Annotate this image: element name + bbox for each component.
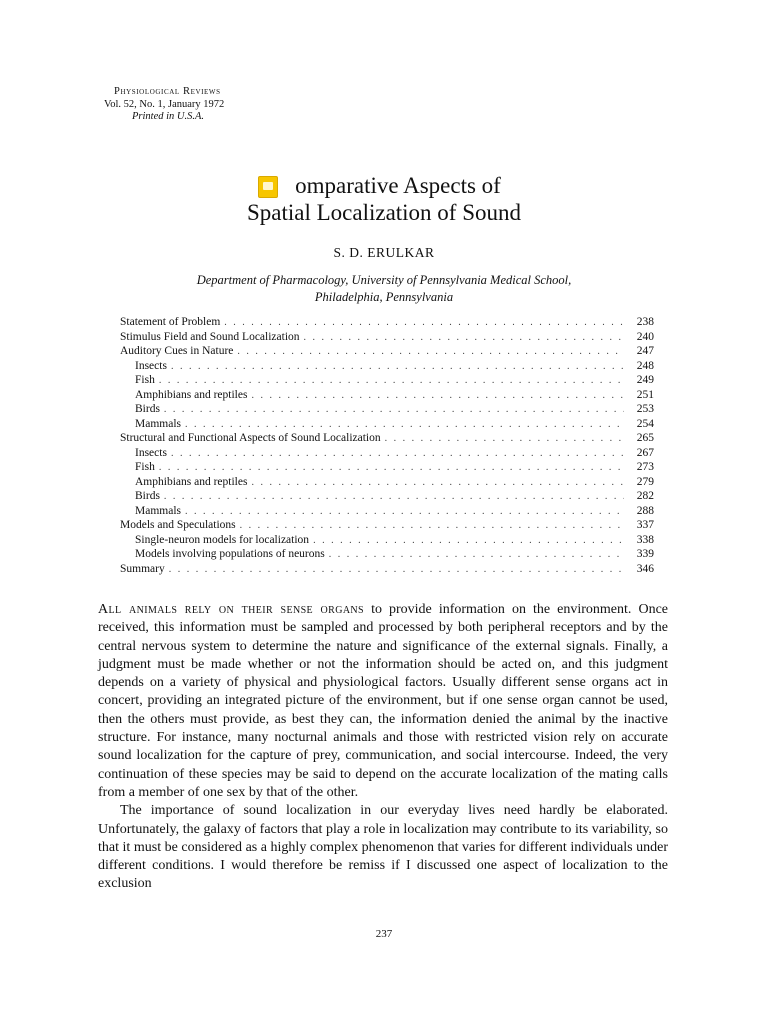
toc-subentry [120,548,654,563]
toc-leader [159,462,624,473]
toc-page: 339 [636,548,654,560]
toc-page: 338 [636,533,654,546]
journal-printed: Printed in U.S.A. [132,111,205,122]
article-body [98,601,668,894]
toc-label: Insects [135,359,167,372]
toc-leader [164,404,624,415]
toc-entry [120,519,654,534]
title-line-2: Spatial Localization of Sound [246,200,522,225]
toc-label: Summary [120,562,165,575]
table-of-contents [120,316,654,577]
toc-leader [237,346,624,357]
toc-page: 265 [636,432,654,444]
toc-label: Structural and Functional Aspects of Sound Localization [120,432,381,444]
author-affiliation [0,272,768,306]
toc-leader [169,564,624,575]
toc-leader [224,317,624,328]
journal-volume: Vol. 52, No. 1, January 1972 [104,98,225,110]
toc-subentry [120,505,654,520]
toc-page: 267 [636,446,654,459]
article-title [0,172,768,226]
author-name: S. D. ERULKAR [333,245,435,260]
toc-leader [385,433,624,444]
journal-header [104,86,224,124]
body-paragraph-1 [98,601,668,802]
toc-label: Amphibians and reptiles [135,388,248,401]
toc-label: Models involving populations of neurons [135,548,325,560]
toc-subentry [120,374,654,389]
toc-leader [313,535,624,546]
toc-page: 253 [636,403,654,415]
toc-leader [185,419,624,430]
toc-label: Auditory Cues in Nature [120,345,234,357]
toc-page: 337 [636,519,654,531]
toc-subentry [120,360,654,375]
toc-leader [159,375,624,386]
title-line-1: omparative Aspects of [295,173,501,198]
toc-subentry [120,418,654,433]
toc-entry [120,331,654,346]
toc-page: 240 [636,330,654,343]
lead-in-text: All animals rely on their sense organs [98,602,365,617]
toc-leader [304,332,624,343]
toc-label: Models and Speculations [120,519,236,531]
body-paragraph-2: The importance of sound localization in our everyday lives need hardly be elaborated. Unfortunately, the galaxy of factors that play a role in localization may contribute to its variability, so that it must be considered as a highly complex phenomenon that varies for different individuals under different conditions. I would therefore be remiss if I discussed one aspect of localization to the exclusion [98,803,668,892]
toc-label: Birds [135,403,160,415]
toc-leader [251,390,624,401]
toc-page: 251 [636,388,654,401]
paragraph-text: to provide information on the environment. Once received, this information must be sampled and processed by both peripheral receptors and by the central nervous system to determine the nature and significance of the external signals. Finally, a judgment must be made whether or not the information should be acted on, and this judgment depends on a variety of physical and physiological factors. Usually different sense organs act in concert, providing an integrated picture of the environment, but if one sense organ cannot be used, then the others must provide, as best they can, the information denied the animal by the inactive structure. For instance, many nocturnal animals and those with restricted vision rely on accurate sound localization for the capture of prey, communication, and social intercourse. Indeed, the very continuation of these species may be said to depend on the accurate localization of the mating calls from a member of one sex by that of the other. [98,602,668,800]
toc-page: 249 [636,374,654,386]
toc-label: Fish [135,374,155,386]
toc-page: 254 [636,417,654,430]
toc-label: Mammals [135,417,181,430]
toc-page: 346 [636,562,654,575]
toc-label: Statement of Problem [120,316,221,328]
toc-page: 288 [636,504,654,517]
toc-page: 282 [636,490,654,502]
toc-subentry [120,476,654,491]
toc-label: Fish [135,461,155,473]
page-number: 237 [375,928,393,940]
toc-label: Single-neuron models for localization [135,533,310,546]
toc-subentry [120,461,654,476]
toc-leader [240,520,624,531]
affiliation-line-2: Philadelphia, Pennsylvania [314,290,454,304]
toc-subentry [120,534,654,549]
toc-entry [120,563,654,578]
toc-leader [251,477,624,488]
toc-entry [120,432,654,447]
toc-subentry [120,389,654,404]
toc-subentry [120,447,654,462]
toc-leader [171,361,624,372]
toc-page: 273 [636,461,654,473]
journal-name: Physiological Reviews [114,86,221,97]
toc-label: Mammals [135,504,181,517]
toc-leader [164,491,624,502]
toc-subentry [120,403,654,418]
toc-page: 248 [636,359,654,372]
toc-label: Birds [135,490,160,502]
toc-label: Stimulus Field and Sound Localization [120,330,300,343]
toc-leader [185,506,624,517]
toc-leader [171,448,624,459]
toc-leader [329,549,624,560]
affiliation-line-1: Department of Pharmacology, University of Pennsylvania Medical School, [196,273,572,287]
toc-entry [120,316,654,331]
toc-subentry [120,490,654,505]
toc-page: 279 [636,475,654,488]
toc-page: 238 [636,316,654,328]
toc-entry [120,345,654,360]
toc-page: 247 [636,345,654,357]
toc-label: Insects [135,446,167,459]
toc-label: Amphibians and reptiles [135,475,248,488]
